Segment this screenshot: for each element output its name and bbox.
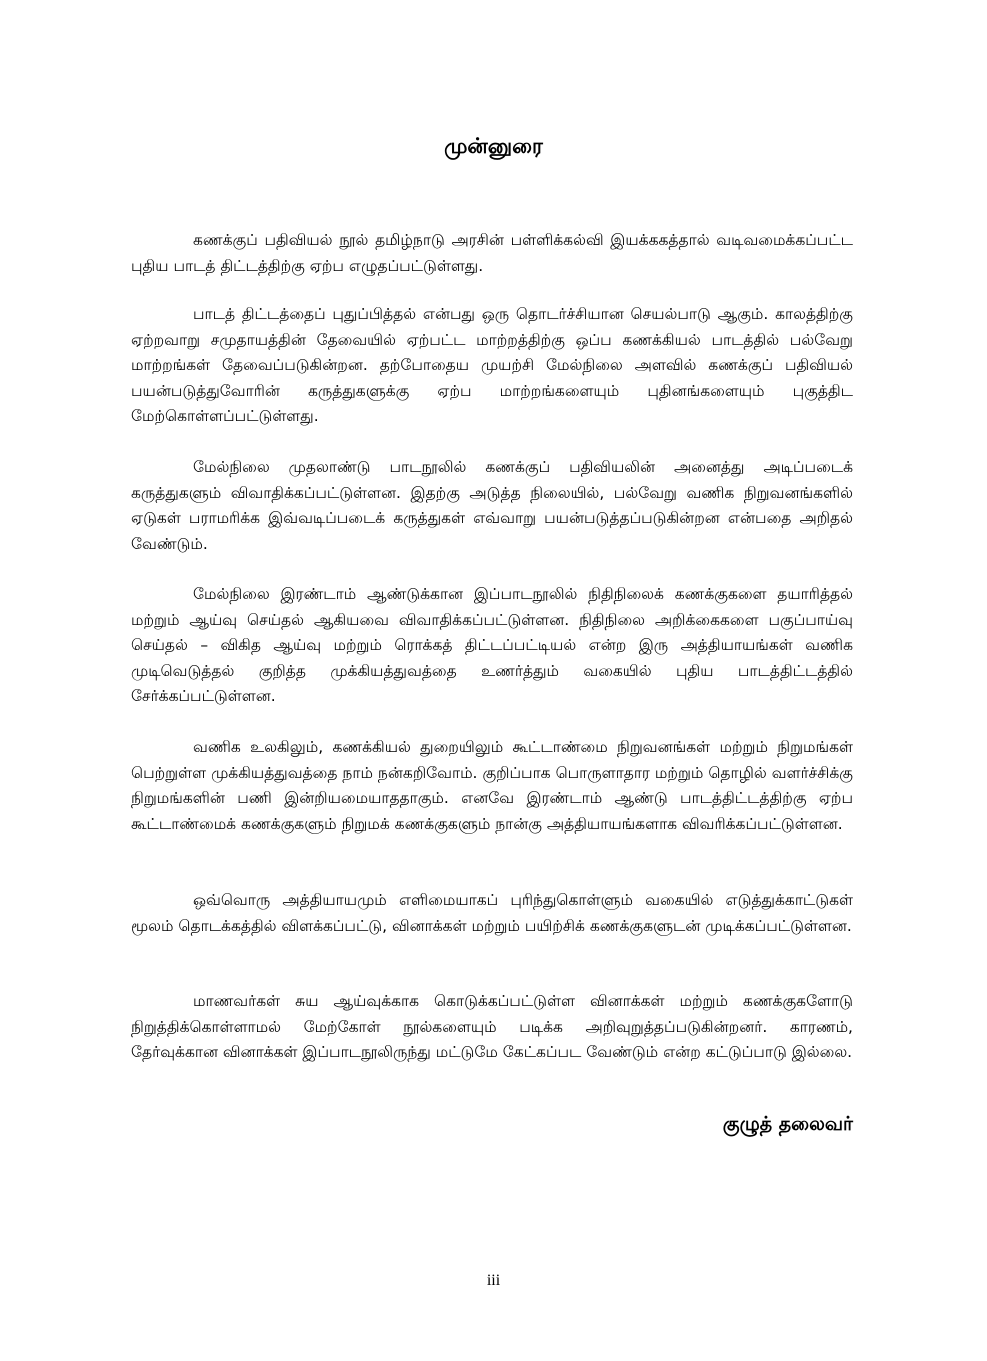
paragraph-3: மேல்நிலை முதலாண்டு பாடநூலில் கணக்குப் பதிவியலின் அனைத்து அடிப்படைக் கருத்துகளும் விவாதிக்கப்பட்டுள்ளன. இதற்கு அடுத்த நிலையில், பல்வேறு வணிக நிறுவனங்களில் ஏடுகள் பராமரிக்க இவ்வடிப்படைக் கருத்துகள் எவ்வாறு பயன்படுத்தப்படுகின்றன என்பதை அறிதல் வேண்டும்.: [131, 458, 853, 553]
paragraph-6: ஒவ்வொரு அத்தியாயமும் எளிமையாகப் புரிந்துகொள்ளும் வகையில் எடுத்துக்காட்டுகள் மூலம் தொடக்கத்தில் விளக்கப்பட்டு, வினாக்கள் மற்றும் பயிற்சிக் கணக்குகளுடன் முடிக்கப்பட்டுள்ளன.: [131, 891, 853, 935]
page-number: iii: [486, 1272, 501, 1289]
paragraph-2: பாடத் திட்டத்தைப் புதுப்பித்தல் என்பது ஒரு தொடர்ச்சியான செயல்பாடு ஆகும். காலத்திற்கு ஏற்றவாறு சமுதாயத்தின் தேவையில் ஏற்பட்ட மாற்றத்திற்கு ஒப்ப கணக்கியல் பாடத்தில் பல்வேறு மாற்றங்கள் தேவைப்படுகின்றன. தற்போதைய முயற்சி மேல்நிலை அளவில் கணக்குப் பதிவியல் பயன்படுத்துவோரின் கருத்துகளுக்கு ஏற்ப மாற்றங்களையும் புதினங்களையும் புகுத்திட மேற்கொள்ளப்பட்டுள்ளது.: [131, 305, 853, 426]
paragraph-1: கணக்குப் பதிவியல் நூல் தமிழ்நாடு அரசின் பள்ளிக்கல்வி இயக்ககத்தால் வடிவமைக்கப்பட்ட புதிய பாடத் திட்டத்திற்கு ஏற்ப எழுதப்பட்டுள்ளது.: [131, 231, 853, 275]
signature: குழுத் தலைவர்: [722, 1113, 853, 1135]
paragraph-4: மேல்நிலை இரண்டாம் ஆண்டுக்கான இப்பாடநூலில் நிதிநிலைக் கணக்குகளை தயாரித்தல் மற்றும் ஆய்வு செய்தல் ஆகியவை விவாதிக்கப்பட்டுள்ளன. நிதிநிலை அறிக்கைகளை பகுப்பாய்வு செய்தல் – விகித ஆய்வு மற்றும் ரொக்கத் திட்டப்பட்டியல் என்ற இரு அத்தியாயங்கள் வணிக முடிவெடுத்தல் குறித்த முக்கியத்துவத்தை உணர்த்தும் வகையில் புதிய பாடத்திட்டத்தில் சேர்க்கப்பட்டுள்ளன.: [131, 585, 853, 706]
paragraph-7: மாணவர்கள் சுய ஆய்வுக்காக கொடுக்கப்பட்டுள்ள வினாக்கள் மற்றும் கணக்குகளோடு நிறுத்திக்கொள்ளாமல் மேற்கோள் நூல்களையும் படிக்க அறிவுறுத்தப்படுகின்றனர். காரணம், தேர்வுக்கான வினாக்கள் இப்பாடநூலிருந்து மட்டுமே கேட்கப்பட வேண்டும் என்ற கட்டுப்பாடு இல்லை.: [131, 992, 853, 1062]
page-title: முன்னுரை: [444, 134, 543, 158]
paragraph-5: வணிக உலகிலும், கணக்கியல் துறையிலும் கூட்டாண்மை நிறுவனங்கள் மற்றும் நிறுமங்கள் பெற்றுள்ள முக்கியத்துவத்தை நாம் நன்கறிவோம். குறிப்பாக பொருளாதார மற்றும் தொழில் வளர்ச்சிக்கு நிறுமங்களின் பணி இன்றியமையாததாகும். எனவே இரண்டாம் ஆண்டு பாடத்திட்டத்திற்கு ஏற்ப கூட்டாண்மைக் கணக்குகளும் நிறுமக் கணக்குகளும் நான்கு அத்தியாயங்களாக விவரிக்கப்பட்டுள்ளன.: [131, 738, 853, 833]
